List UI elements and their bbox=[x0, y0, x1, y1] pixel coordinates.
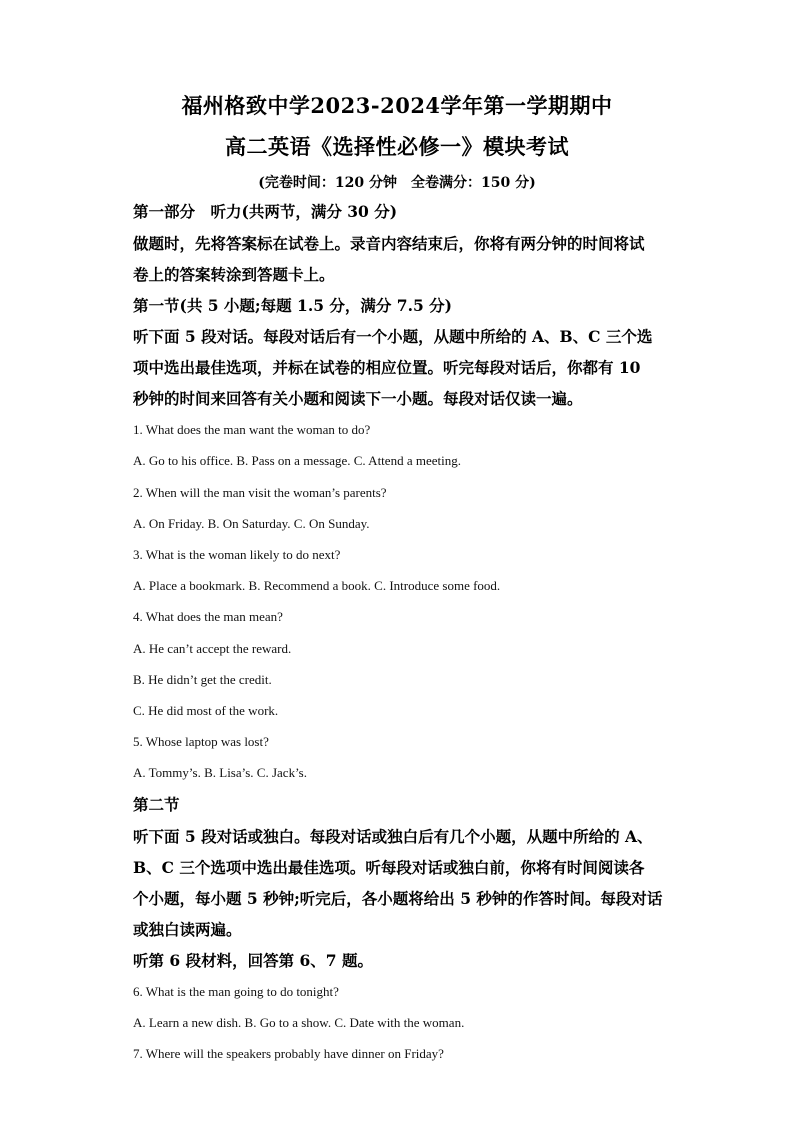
section2-heading: 第二节 bbox=[133, 795, 180, 814]
material-6-heading: 听第 6 段材料，回答第 6、7 题。 bbox=[133, 951, 373, 970]
section2-instruction-line: 个小题，每小题 5 秒钟;听完后，各小题将给出 5 秒钟的作答时间。每段对话 bbox=[133, 889, 663, 908]
exam-title-line1: 福州格致中学2023-2024学年第一学期期中 bbox=[181, 93, 613, 118]
question-5: 5. Whose laptop was lost? bbox=[133, 734, 269, 749]
question-2: 2. When will the man visit the woman’s parents? bbox=[133, 485, 387, 500]
question-3: 3. What is the woman likely to do next? bbox=[133, 547, 341, 562]
question-6: 6. What is the man going to do tonight? bbox=[133, 984, 339, 999]
exam-time-score-note: (完卷时间：120 分钟 全卷满分：150 分) bbox=[258, 175, 536, 191]
section1-instruction-line: 项中选出最佳选项，并标在试卷的相应位置。听完每段对话后，你都有 10 bbox=[133, 358, 641, 377]
question-4-option-c: C. He did most of the work. bbox=[133, 703, 279, 718]
section1-instruction-line: 听下面 5 段对话。每段对话后有一个小题，从题中所给的 A、B、C 三个选 bbox=[133, 327, 653, 346]
section1-instruction-line: 秒钟的时间来回答有关小题和阅读下一小题。每段对话仅读一遍。 bbox=[133, 389, 583, 408]
question-3-options: A. Place a bookmark. B. Recommend a book. C. Introduce some food. bbox=[133, 578, 501, 593]
part1-heading: 第一部分 听力(共两节，满分 30 分) bbox=[133, 202, 398, 221]
question-6-options: A. Learn a new dish. B. Go to a show. C. Date with the woman. bbox=[133, 1015, 465, 1030]
section1-heading: 第一节(共 5 小题;每题 1.5 分，满分 7.5 分) bbox=[133, 296, 452, 315]
question-7: 7. Where will the speakers probably have dinner on Friday? bbox=[133, 1046, 444, 1061]
question-4-option-a: A. He can’t accept the reward. bbox=[133, 641, 292, 656]
section2-instruction-line: 听下面 5 段对话或独白。每段对话或独白后有几个小题，从题中所给的 A、 bbox=[133, 827, 653, 846]
question-4-option-b: B. He didn’t get the credit. bbox=[133, 672, 272, 687]
exam-title-line2: 高二英语《选择性必修一》模块考试 bbox=[225, 134, 569, 159]
part1-instruction-line: 做题时，先将答案标在试卷上。录音内容结束后，你将有两分钟的时间将试 bbox=[133, 234, 645, 253]
question-4: 4. What does the man mean? bbox=[133, 609, 283, 624]
question-1: 1. What does the man want the woman to do? bbox=[133, 422, 371, 437]
question-2-options: A. On Friday. B. On Saturday. C. On Sunday. bbox=[133, 516, 370, 531]
question-5-options: A. Tommy’s. B. Lisa’s. C. Jack’s. bbox=[133, 765, 307, 780]
question-1-options: A. Go to his office. B. Pass on a message. C. Attend a meeting. bbox=[133, 453, 461, 468]
part1-instruction-line: 卷上的答案转涂到答题卡上。 bbox=[133, 265, 335, 284]
section2-instruction-line: 或独白读两遍。 bbox=[133, 920, 242, 939]
section2-instruction-line: B、C 三个选项中选出最佳选项。听每段对话或独白前，你将有时间阅读各 bbox=[133, 858, 645, 877]
